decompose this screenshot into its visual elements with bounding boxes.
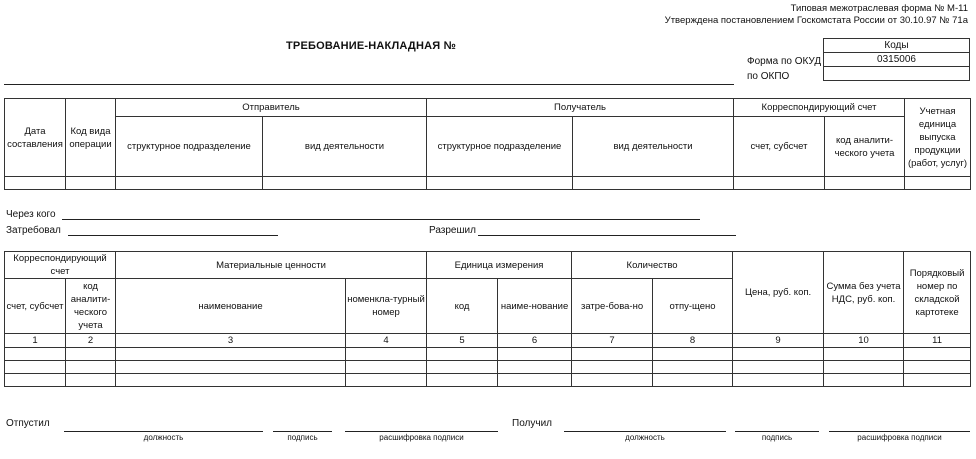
codes-table [823, 38, 970, 81]
corr-account-header: Корреспондирующий счет [5, 252, 116, 279]
permitted-label: Разрешил [429, 225, 476, 236]
table-row [5, 177, 971, 190]
nomenclature-header: номенкла-турный номер [346, 279, 427, 334]
released-signature-line[interactable] [273, 431, 332, 432]
column-number: 8 [653, 334, 733, 348]
column-numbers-row [5, 334, 971, 348]
column-number: 9 [733, 334, 824, 348]
column-number: 11 [904, 334, 971, 348]
table-row [5, 361, 971, 374]
receiver-header: Получатель [427, 99, 734, 117]
price-header: Цена, руб. коп. [733, 252, 824, 334]
through-line[interactable] [62, 219, 700, 220]
column-number: 7 [572, 334, 653, 348]
unit-header: Учетная единица выпуска продукции (работ, услуг) [905, 99, 971, 177]
account-header: счет, субсчет [5, 279, 66, 334]
okpo-label: по ОКПО [747, 71, 790, 82]
requested-header: затре-бова-но [572, 279, 653, 334]
requested-label: Затребовал [6, 225, 61, 236]
column-number: 10 [824, 334, 904, 348]
column-number: 2 [66, 334, 116, 348]
through-label: Через кого [6, 209, 56, 220]
quantity-header: Количество [572, 252, 733, 279]
sender-header: Отправитель [116, 99, 427, 117]
organization-line [4, 84, 734, 85]
name-header: наименование [116, 279, 346, 334]
sender-activity-header: вид деятельности [263, 117, 427, 177]
released-position-line[interactable] [64, 431, 263, 432]
okpo-value[interactable] [824, 67, 970, 81]
released-decoding-line[interactable] [345, 431, 498, 432]
date-header: Дата составления [5, 99, 66, 177]
ordinal-header: Порядковый номер по складской картотеке [904, 252, 971, 334]
released-header: отпу-щено [653, 279, 733, 334]
column-number: 3 [116, 334, 346, 348]
receiver-activity-header: вид деятельности [573, 117, 734, 177]
sender-receiver-table [4, 98, 971, 190]
code-header: код [427, 279, 498, 334]
sender-struct-header: структурное подразделение [116, 117, 263, 177]
released-by-label: Отпустил [6, 418, 50, 429]
table-row [5, 374, 971, 387]
okud-value[interactable]: 0315006 [824, 53, 970, 67]
signature-caption: подпись [761, 433, 793, 442]
form-type-line: Типовая межотраслевая форма № М-11 [790, 3, 968, 14]
received-position-line[interactable] [564, 431, 726, 432]
op-code-header: Код вида операции [66, 99, 116, 177]
corr-account-header: Корреспондирующий счет [734, 99, 905, 117]
received-signature-line[interactable] [735, 431, 819, 432]
account-header: счет, субсчет [734, 117, 825, 177]
approval-line: Утверждена постановлением Госкомстата России от 30.10.97 № 71а [664, 15, 968, 26]
column-number: 4 [346, 334, 427, 348]
permitted-line[interactable] [478, 235, 736, 236]
column-number: 6 [498, 334, 572, 348]
decoding-caption: расшифровка подписи [379, 433, 464, 442]
position-caption: должность [143, 433, 184, 442]
received-by-label: Получил [512, 418, 552, 429]
position-caption: должность [625, 433, 665, 442]
document-title: ТРЕБОВАНИЕ-НАКЛАДНАЯ № [286, 40, 457, 52]
okud-label: Форма по ОКУД [747, 56, 822, 67]
unit-header: Единица измерения [427, 252, 572, 279]
received-decoding-line[interactable] [829, 431, 970, 432]
column-number: 5 [427, 334, 498, 348]
table-row [5, 348, 971, 361]
signature-caption: подпись [287, 433, 318, 442]
decoding-caption: расшифровка подписи [857, 433, 942, 442]
material-header: Материальные ценности [116, 252, 427, 279]
sum-header: Сумма без учета НДС, руб. коп. [824, 252, 904, 334]
unit-name-header: наиме-нование [498, 279, 572, 334]
materials-table [4, 251, 971, 387]
requested-line[interactable] [68, 235, 278, 236]
codes-heading: Коды [824, 39, 970, 53]
column-number: 1 [5, 334, 66, 348]
receiver-struct-header: структурное подразделение [427, 117, 573, 177]
analytic-header: код аналити-ческого учета [66, 279, 116, 334]
analytic-header: код аналити-ческого учета [825, 117, 905, 177]
